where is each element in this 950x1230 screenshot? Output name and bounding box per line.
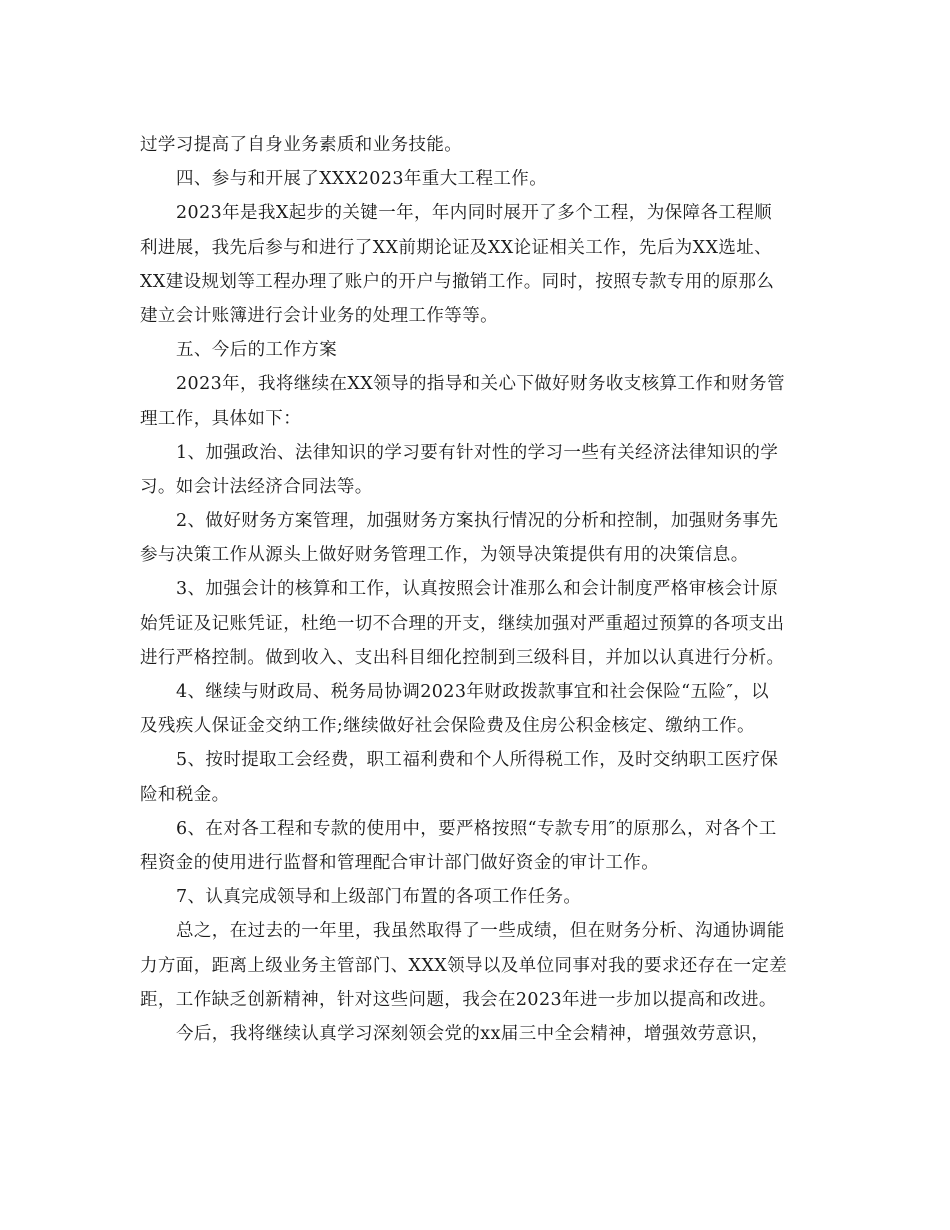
text-line: 7、认真完成领导和上级部门布置的各项工作任务。 — [176, 887, 582, 908]
text-line: 过学习提高了自身业务素质和业务技能。 — [140, 135, 463, 155]
text-line: 及残疾人保证金交纳工作;继续做好社会保险费及住房公积金核定、缴纳工作。 — [140, 716, 755, 737]
text-line: 习。如会计法经济合同法等。 — [140, 476, 373, 497]
text-line: 险和税金。 — [140, 784, 230, 805]
text-line: 2023年是我X起步的关键一年，年内同时展开了多个工程，为保障各工程顺 — [176, 203, 772, 224]
document-body — [140, 128, 812, 1051]
text-line: 理工作，具体如下： — [140, 408, 302, 429]
text-line: 参与决策工作从源头上做好财务管理工作，为领导决策提供有用的决策信息。 — [140, 545, 749, 566]
text-line: 程资金的使用进行监督和管理配合审计部门做好资金的审计工作。 — [140, 852, 660, 873]
text-line: 始凭证及记账凭证，杜绝一切不合理的开支，继续加强对严重超过预算的各项支出 — [140, 613, 785, 634]
text-line: XX建设规划等工程办理了账户的开户与撤销工作。同时，按照专款专用的原那么 — [140, 271, 775, 292]
text-line: 进行严格控制。做到收入、支出科目细化控制到三级科目，并加以认真进行分析。 — [140, 647, 785, 668]
text-line: 建立会计账簿进行会计业务的处理工作等等。 — [140, 305, 498, 326]
text-line: 6、在对各工程和专款的使用中，要严格按照“专款专用″的原那么，对各个工 — [176, 818, 777, 839]
text-line: 2、做好财务方案管理，加强财务方案执行情况的分析和控制，加强财务事先 — [176, 511, 779, 532]
text-line: 今后，我将继续认真学习深刻领会党的xx届三中全会精神，增强效劳意识， — [176, 1023, 770, 1044]
text-line: 1、加强政治、法律知识的学习要有针对性的学习一些有关经济法律知识的学 — [176, 442, 779, 463]
text-line: 四、参与和开展了XXX2023年重大工程工作。 — [176, 169, 548, 190]
text-line: 5、按时提取工会经费，职工福利费和个人所得税工作，及时交纳职工医疗保 — [176, 750, 779, 771]
text-line: 4、继续与财政局、税务局协调2023年财政拨款事宜和社会保险“五险″，以 — [176, 682, 770, 702]
text-line: 2023年，我将继续在XX领导的指导和关心下做好财务收支核算工作和财务管 — [176, 374, 785, 395]
text-line: 总之，在过去的一年里，我虽然取得了一些成绩，但在财务分析、沟通协调能 — [176, 921, 785, 942]
text-line: 利进展，我先后参与和进行了XX前期论证及XX论证相关工作，先后为XX选址、 — [140, 237, 773, 258]
text-line: 3、加强会计的核算和工作，认真按照会计准那么和会计制度严格审核会计原 — [176, 579, 779, 600]
text-line: 距，工作缺乏创新精神，针对这些问题，我会在2023年进一步加以提高和改进。 — [140, 989, 777, 1010]
text-line: 力方面，距离上级业务主管部门、XXX领导以及单位同事对我的要求还存在一定差 — [140, 955, 788, 976]
text-line: 五、今后的工作方案 — [176, 340, 338, 361]
